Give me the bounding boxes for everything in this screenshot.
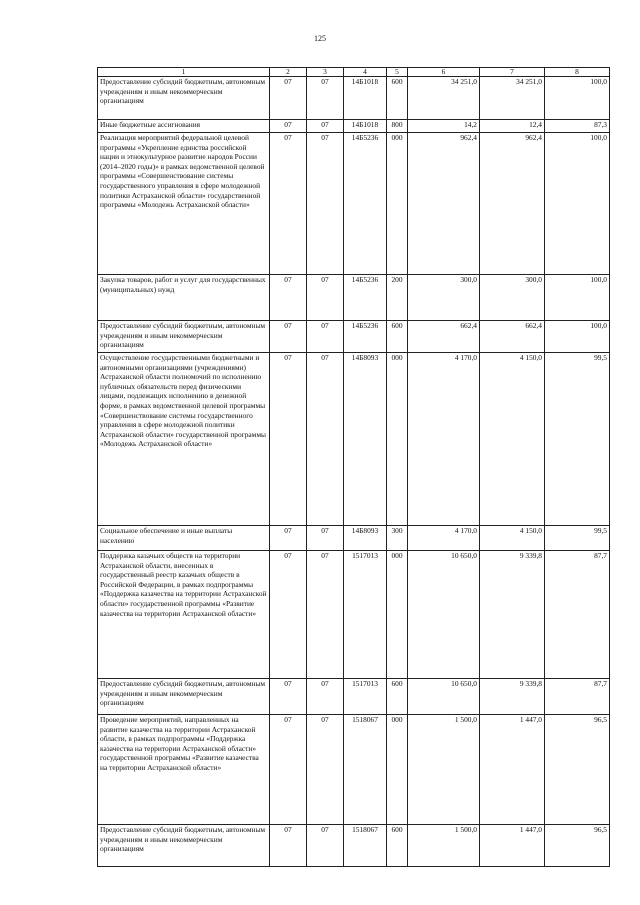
planned-amount: 34 251,0 xyxy=(408,77,480,120)
section-code: 07 xyxy=(270,120,307,133)
actual-amount: 4 150,0 xyxy=(480,353,545,526)
expense-type-code: 800 xyxy=(387,120,408,133)
table-row xyxy=(98,551,610,679)
subsection-code: 07 xyxy=(307,825,344,867)
target-article-code: 14Б8093 xyxy=(344,353,387,526)
subsection-code: 07 xyxy=(307,551,344,679)
execution-percent: 87,7 xyxy=(545,551,610,679)
execution-percent: 99,5 xyxy=(545,353,610,526)
header-col-5: 5 xyxy=(387,68,408,77)
subsection-code: 07 xyxy=(307,77,344,120)
target-article-code: 14Б8093 xyxy=(344,526,387,551)
target-article-code: 14Б1018 xyxy=(344,77,387,120)
actual-amount: 962,4 xyxy=(480,133,545,275)
planned-amount: 1 500,0 xyxy=(408,825,480,867)
row-description: Предоставление субсидий бюджетным, автономным учреждениям и иным некоммерческим организациям xyxy=(98,679,270,715)
header-col-6: 6 xyxy=(408,68,480,77)
execution-percent: 87,3 xyxy=(545,120,610,133)
execution-percent: 99,5 xyxy=(545,526,610,551)
table-row xyxy=(98,679,610,715)
planned-amount: 300,0 xyxy=(408,275,480,321)
actual-amount: 9 339,8 xyxy=(480,679,545,715)
subsection-code: 07 xyxy=(307,679,344,715)
expense-type-code: 000 xyxy=(387,133,408,275)
target-article-code: 14Б1018 xyxy=(344,120,387,133)
target-article-code: 14Б5236 xyxy=(344,133,387,275)
target-article-code: 1518067 xyxy=(344,825,387,867)
planned-amount: 1 500,0 xyxy=(408,715,480,825)
actual-amount: 1 447,0 xyxy=(480,715,545,825)
table-body xyxy=(98,77,610,867)
section-code: 07 xyxy=(270,133,307,275)
row-description: Осуществление государственными бюджетными и автономными организациями (учреждениями) Астраханской области полномочий по исполнению публичных обязательств перед физическими лицами, подлежащих исполнению в денежной форме, в рамках ведомственной целевой программы «Совершенствование системы государственного управления в сфере молодежной политики Астраханской области» государственной программы «Молодежь Астраханской области» xyxy=(98,353,270,526)
section-code: 07 xyxy=(270,526,307,551)
subsection-code: 07 xyxy=(307,133,344,275)
target-article-code: 14Б5236 xyxy=(344,321,387,353)
section-code: 07 xyxy=(270,321,307,353)
row-description: Реализация мероприятий федеральной целевой программы «Укрепление единства российской нации и этнокультурное развитие народов России (2014–2020 годы)» в рамках ведомственной целевой программы «Совершенствование системы государственного управления в сфере молодежной политики Астраханской области» государственной программы «Молодежь Астраханской области» xyxy=(98,133,270,275)
planned-amount: 962,4 xyxy=(408,133,480,275)
section-code: 07 xyxy=(270,77,307,120)
table-row xyxy=(98,77,610,120)
actual-amount: 4 150,0 xyxy=(480,526,545,551)
row-description: Проведение мероприятий, направленных на развитие казачества на территории Астраханской области, в рамках подпрограммы «Поддержка казачества на территории Астраханской области» государственной программы «Развитие казачества на территории Астраханской области» xyxy=(98,715,270,825)
planned-amount: 4 170,0 xyxy=(408,353,480,526)
header-col-4: 4 xyxy=(344,68,387,77)
table-row xyxy=(98,526,610,551)
row-description: Социальное обеспечение и иные выплаты населению xyxy=(98,526,270,551)
page-number: 125 xyxy=(314,34,326,43)
execution-percent: 100,0 xyxy=(545,77,610,120)
target-article-code: 14Б5236 xyxy=(344,275,387,321)
table-row xyxy=(98,133,610,275)
table-row xyxy=(98,275,610,321)
section-code: 07 xyxy=(270,825,307,867)
subsection-code: 07 xyxy=(307,526,344,551)
row-description: Поддержка казачьих обществ на территории Астраханской области, внесенных в государственный реестр казачьих обществ в Российской Федерации, в рамках подпрограммы «Поддержка казачества на территории Астраханской области» государственной программы «Развитие казачества на территории Астраханской области» xyxy=(98,551,270,679)
table-row xyxy=(98,715,610,825)
table-row xyxy=(98,120,610,133)
row-description: Предоставление субсидий бюджетным, автономным учреждениям и иным некоммерческим организациям xyxy=(98,77,270,120)
actual-amount: 12,4 xyxy=(480,120,545,133)
header-col-7: 7 xyxy=(480,68,545,77)
section-code: 07 xyxy=(270,715,307,825)
execution-percent: 87,7 xyxy=(545,679,610,715)
header-col-1: 1 xyxy=(98,68,270,77)
planned-amount: 14,2 xyxy=(408,120,480,133)
actual-amount: 300,0 xyxy=(480,275,545,321)
expense-type-code: 600 xyxy=(387,679,408,715)
row-description: Закупка товаров, работ и услуг для государственных (муниципальных) нужд xyxy=(98,275,270,321)
expense-type-code: 600 xyxy=(387,825,408,867)
expense-type-code: 300 xyxy=(387,526,408,551)
planned-amount: 10 650,0 xyxy=(408,679,480,715)
actual-amount: 34 251,0 xyxy=(480,77,545,120)
expense-type-code: 000 xyxy=(387,353,408,526)
actual-amount: 662,4 xyxy=(480,321,545,353)
section-code: 07 xyxy=(270,353,307,526)
execution-percent: 100,0 xyxy=(545,321,610,353)
execution-percent: 100,0 xyxy=(545,275,610,321)
expense-type-code: 000 xyxy=(387,715,408,825)
table-row xyxy=(98,825,610,867)
planned-amount: 662,4 xyxy=(408,321,480,353)
expense-type-code: 600 xyxy=(387,77,408,120)
row-description: Предоставление субсидий бюджетным, автономным учреждениям и иным некоммерческим организациям xyxy=(98,825,270,867)
table-header xyxy=(98,68,610,77)
row-description: Предоставление субсидий бюджетным, автономным учреждениям и иным некоммерческим организациям xyxy=(98,321,270,353)
subsection-code: 07 xyxy=(307,321,344,353)
header-row xyxy=(98,68,610,77)
target-article-code: 1517013 xyxy=(344,679,387,715)
subsection-code: 07 xyxy=(307,715,344,825)
expense-type-code: 600 xyxy=(387,321,408,353)
execution-percent: 100,0 xyxy=(545,133,610,275)
section-code: 07 xyxy=(270,679,307,715)
subsection-code: 07 xyxy=(307,120,344,133)
table-row xyxy=(98,353,610,526)
execution-percent: 96,5 xyxy=(545,715,610,825)
actual-amount: 9 339,8 xyxy=(480,551,545,679)
expense-type-code: 000 xyxy=(387,551,408,679)
target-article-code: 1517013 xyxy=(344,551,387,679)
row-description: Иные бюджетные ассигнования xyxy=(98,120,270,133)
actual-amount: 1 447,0 xyxy=(480,825,545,867)
section-code: 07 xyxy=(270,275,307,321)
header-col-8: 8 xyxy=(545,68,610,77)
target-article-code: 1518067 xyxy=(344,715,387,825)
table-row xyxy=(98,321,610,353)
subsection-code: 07 xyxy=(307,353,344,526)
execution-percent: 96,5 xyxy=(545,825,610,867)
budget-table xyxy=(97,67,610,867)
expense-type-code: 200 xyxy=(387,275,408,321)
planned-amount: 10 650,0 xyxy=(408,551,480,679)
header-col-3: 3 xyxy=(307,68,344,77)
section-code: 07 xyxy=(270,551,307,679)
header-col-2: 2 xyxy=(270,68,307,77)
subsection-code: 07 xyxy=(307,275,344,321)
planned-amount: 4 170,0 xyxy=(408,526,480,551)
